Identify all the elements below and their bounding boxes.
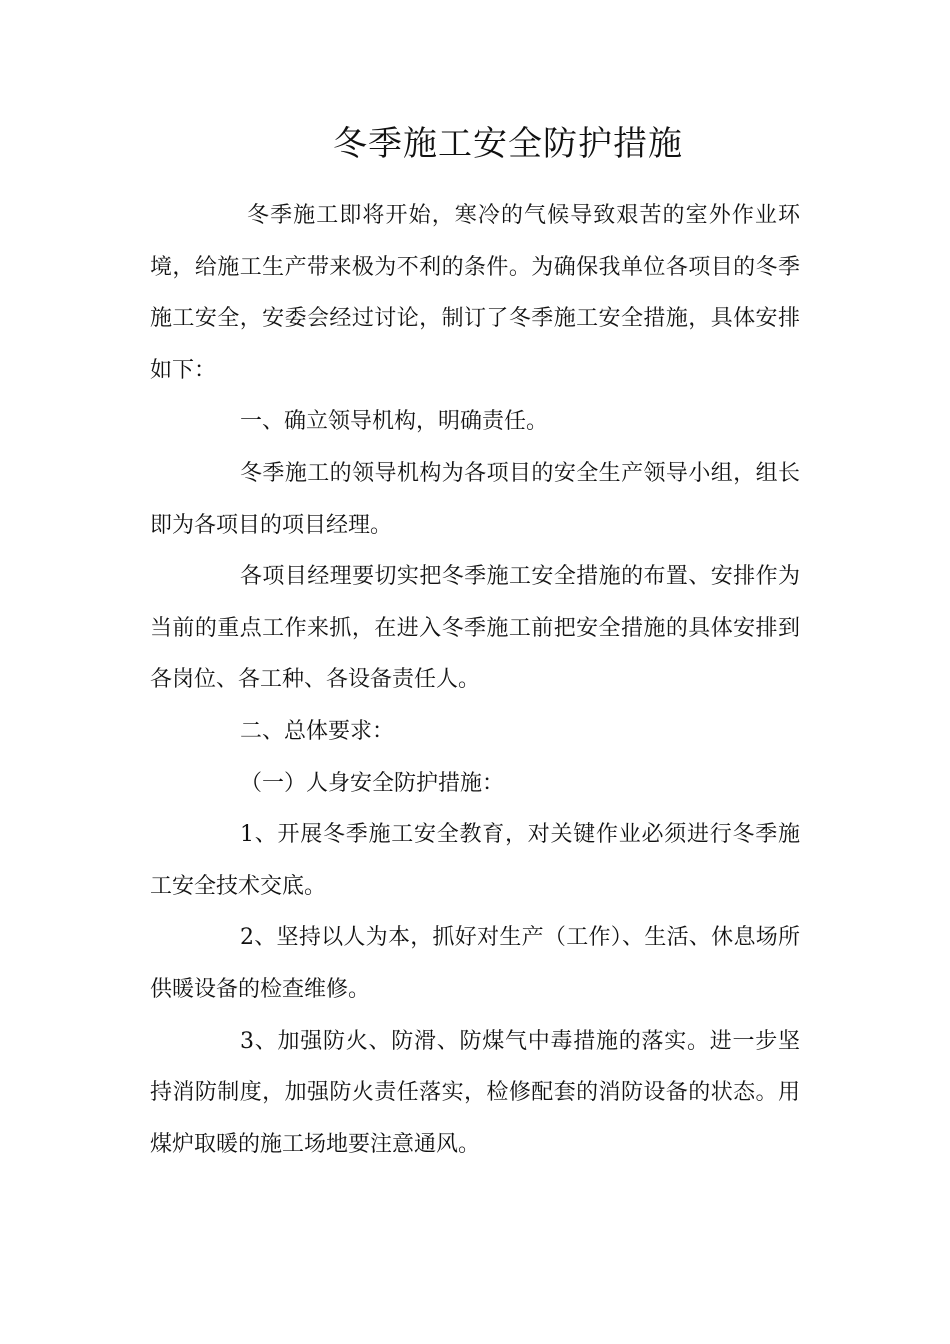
list-item-2: 2、坚持以人为本，抓好对生产（工作）、生活、休息场所供暖设备的检查维修。 <box>150 925 800 1002</box>
subsection-heading-personal-safety: （一）人身安全防护措施： <box>240 770 505 796</box>
manager-duty-paragraph: 各项目经理要切实把冬季施工安全措施的布置、安排作为当前的重点工作来抓，在进入冬季施工前把安全措施的具体安排到各岗位、各工种、各设备责任人。 <box>150 564 800 693</box>
leadership-paragraph: 冬季施工的领导机构为各项目的安全生产领导小组，组长即为各项目的项目经理。 <box>150 460 800 538</box>
document-title: 冬季施工安全防护措施 <box>333 124 683 164</box>
list-item-3: 3、加强防火、防滑、防煤气中毒措施的落实。进一步坚持消防制度，加强防火责任落实，检修配套的消防设备的状态。用煤炉取暖的施工场地要注意通风。 <box>150 1028 800 1157</box>
section-heading-requirements: 二、总体要求： <box>240 718 395 744</box>
section-heading-leadership: 一、确立领导机构，明确责任。 <box>240 409 549 435</box>
document-body <box>150 190 800 1170</box>
intro-paragraph: 冬季施工即将开始，寒冷的气候导致艰苦的室外作业环境，给施工生产带来极为不利的条件。为确保我单位各项目的冬季施工安全，安委会经过讨论，制订了冬季施工安全措施，具体安排如下： <box>150 203 800 383</box>
list-item-1: 1、开展冬季施工安全教育，对关键作业必须进行冬季施工安全技术交底。 <box>150 822 800 899</box>
